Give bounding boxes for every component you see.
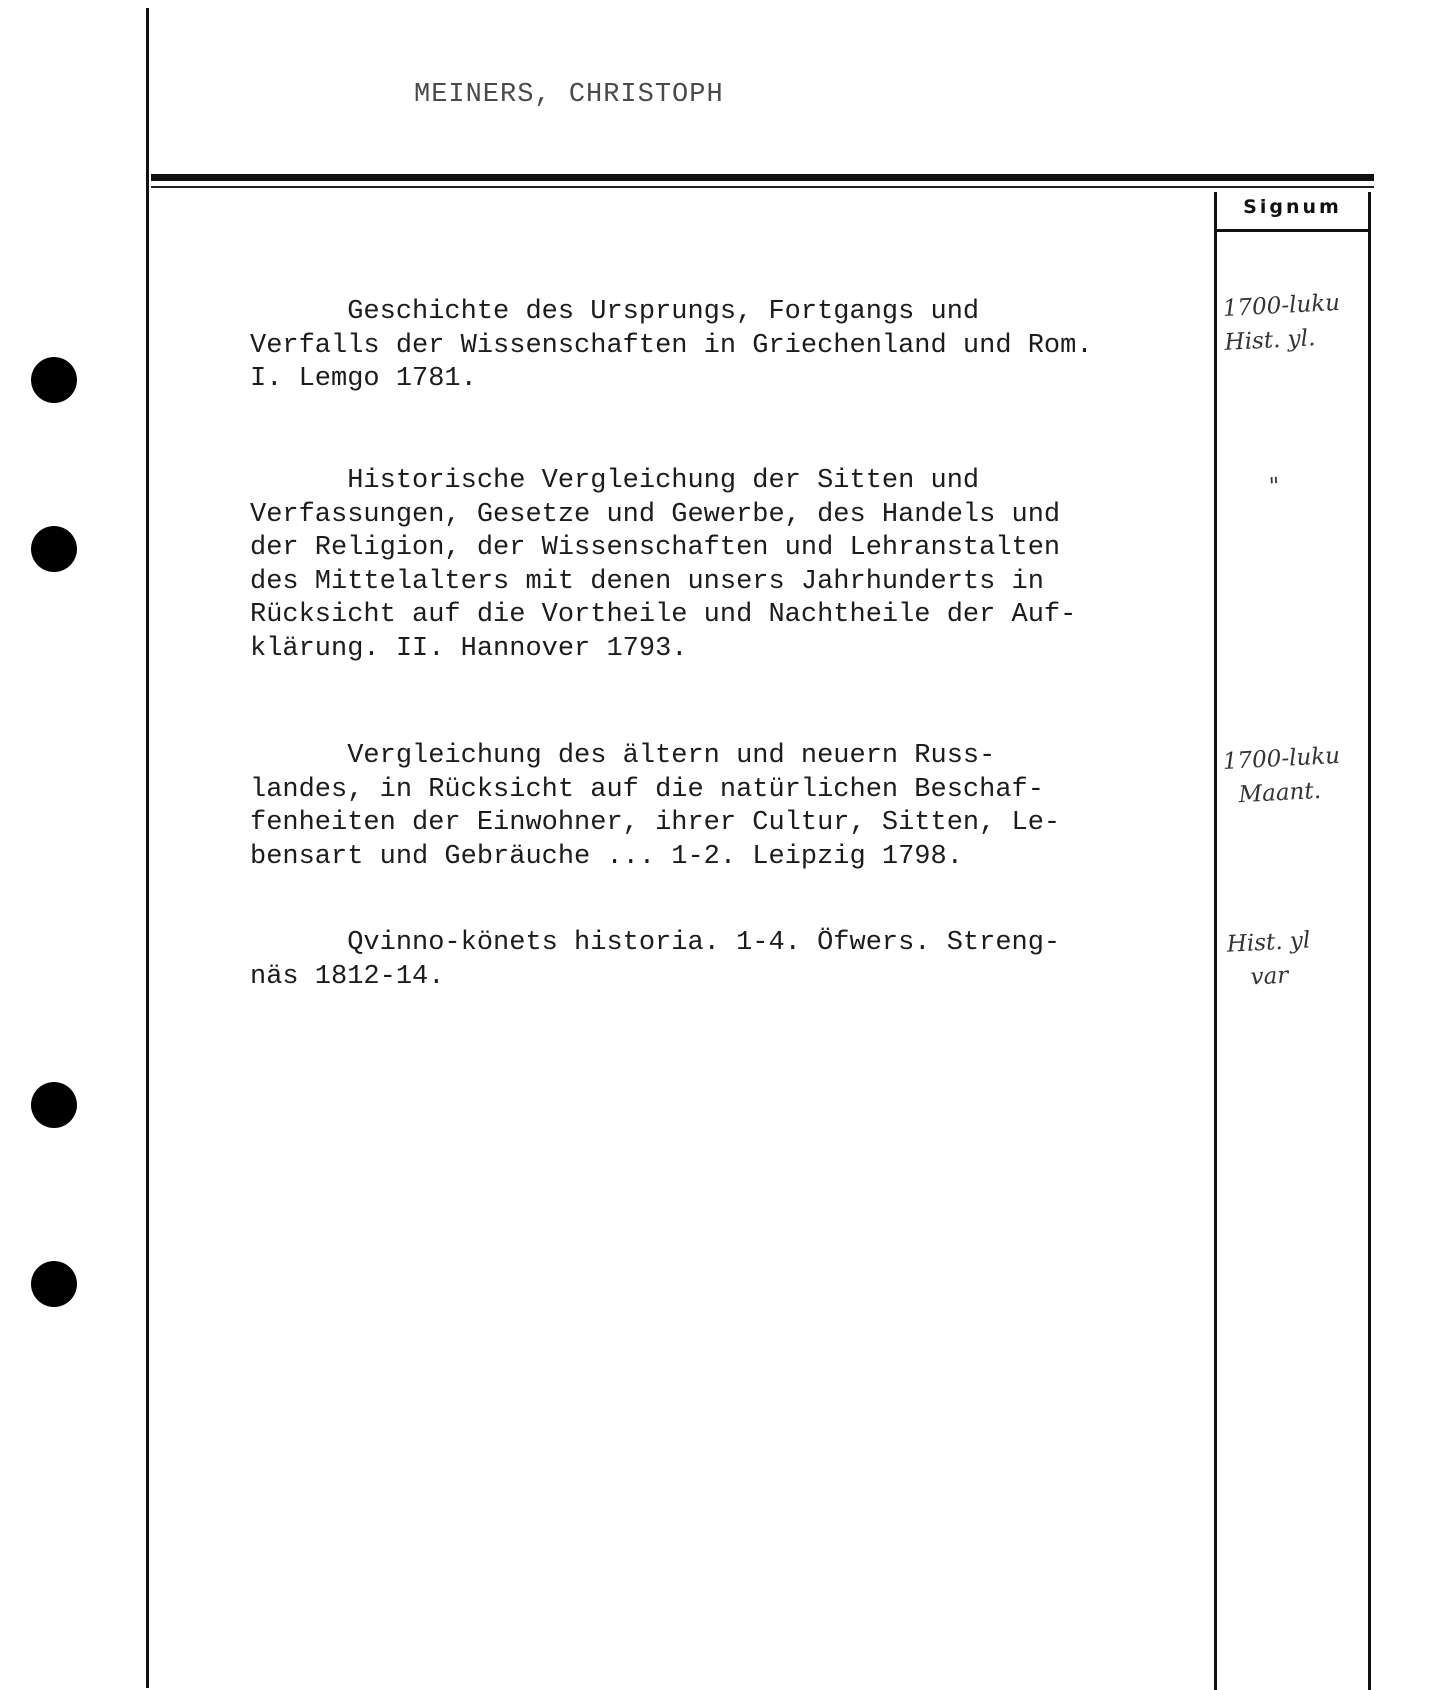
signum-note-line: Hist. yl. (1223, 325, 1316, 356)
entry-line: landes, in Rücksicht auf die natürlichen Beschaf- (250, 774, 1044, 805)
entry-line: Verfalls der Wissenschaften in Griechenland und Rom. (250, 330, 1093, 361)
signum-note (1222, 920, 1375, 996)
entry-line: Vergleichung des ältern und neuern Russ- (250, 741, 996, 771)
signum-note (1268, 462, 1420, 504)
punch-hole (31, 1261, 77, 1307)
catalog-entry (250, 927, 1210, 994)
signum-note-line: " (1268, 473, 1281, 500)
left-margin-rule (146, 8, 149, 1688)
entry-line: fenheiten der Einwohner, ihrer Cultur, Sitten, Le- (250, 808, 1061, 838)
catalog-entry (250, 296, 1210, 397)
header-rule-thin (151, 186, 1374, 188)
header-rule-thick (151, 174, 1374, 181)
author-heading: MEINERS, CHRISTOPH (414, 80, 724, 110)
punch-hole (31, 357, 77, 403)
signum-note (1222, 284, 1375, 360)
punch-hole (31, 526, 77, 572)
signum-column-label: Signum (1243, 196, 1342, 218)
catalog-entry (250, 465, 1210, 666)
entry-line: bensart und Gebräuche ... 1-2. Leipzig 1798. (250, 841, 963, 872)
entry-line: Rücksicht auf die Vortheile und Nachtheile der Auf- (250, 600, 1077, 630)
signum-note-line: 1700-luku (1222, 289, 1341, 322)
signum-note-line: 1700-luku (1222, 742, 1341, 775)
signum-note (1222, 737, 1375, 813)
entry-line: Geschichte des Ursprungs, Fortgangs und (250, 297, 980, 327)
entry-line: I. Lemgo 1781. (250, 364, 477, 394)
entry-line: Qvinno-könets historia. 1-4. Öfwers. Streng- (250, 928, 1061, 958)
signum-header-underline (1217, 229, 1368, 232)
entry-line: der Religion, der Wissenschaften und Lehranstalten (250, 533, 1061, 563)
entry-line: Verfassungen, Gesetze und Gewerbe, des Handels und (250, 499, 1061, 530)
entry-line: näs 1812-14. (250, 961, 445, 992)
entry-line: klärung. II. Hannover 1793. (250, 633, 688, 664)
entry-line: Historische Vergleichung der Sitten und (250, 466, 980, 496)
signum-column-left-border (1214, 192, 1217, 1690)
punch-hole (31, 1082, 77, 1128)
entry-line: des Mittelalters mit denen unsers Jahrhunderts in (250, 566, 1044, 597)
signum-note-line: var (1249, 962, 1289, 991)
signum-note-line: Hist. yl (1226, 927, 1311, 958)
signum-note-line: Maant. (1237, 777, 1322, 809)
catalog-entry (250, 740, 1210, 874)
